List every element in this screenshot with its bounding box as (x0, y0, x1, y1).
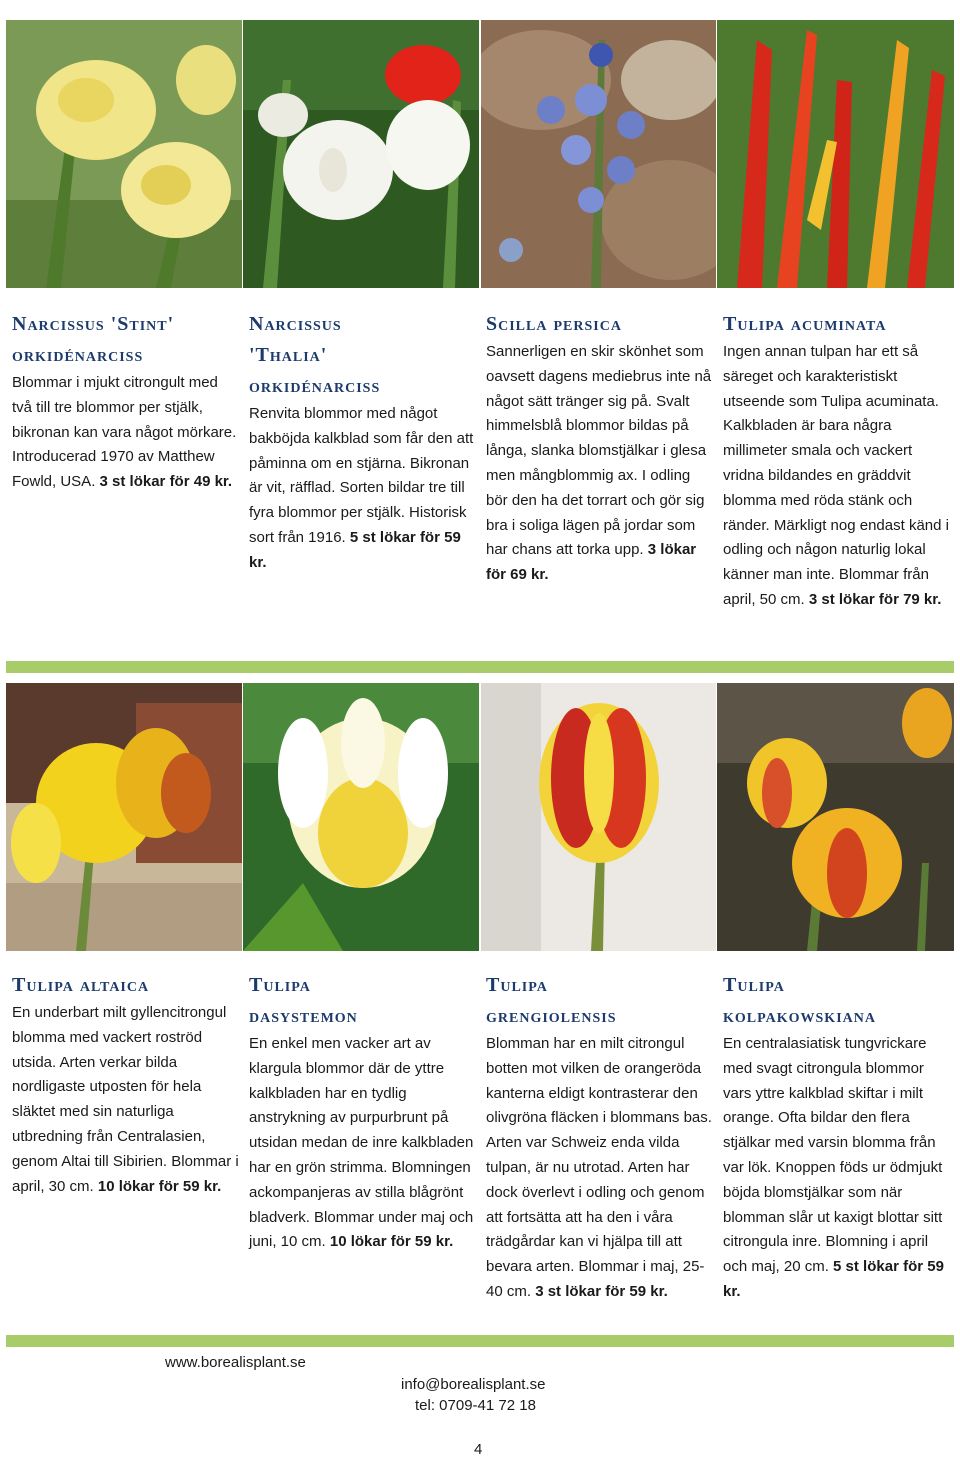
product-card (486, 970, 714, 1305)
product-title (723, 309, 951, 340)
product-description (12, 371, 240, 495)
price-text: 3 st lökar för 49 kr. (99, 473, 233, 491)
photo-tulipa-grengiolensis (481, 683, 716, 951)
price-text: 10 lökar för 59 kr. (329, 1233, 454, 1251)
photo-scilla-persica (481, 20, 716, 288)
product-description (249, 1032, 477, 1255)
product-title (486, 309, 714, 340)
description-text: Blomman har en milt citrongul botten mot vilken de orangeröda kanterna eldigt kontrasterar den olivgröna fläcken i blommans bas. Arten var Schweiz enda vilda tulpan, är nu utrotad. Arten har dock överlevt i odling och genom att fortsätta att ha den i våra trädgårdar kan vi hjälpa till att bevara arten. Blommar i maj, 25-40 cm. (486, 1035, 712, 1300)
description-text: Blommar i mjukt citrongult med två till tre blommor per stjälk, bikronan kan vara något mörkare. Introducerad 1970 av Matthew Fowld, USA. (12, 374, 237, 491)
description-text: Ingen annan tulpan har ett så säreget och karakteristiskt utseende som Tulipa acuminata. Kalkbladen är bara några millimeter smala och vackert vridna bildandes en gräddvit blomma med röda stänk och ränder. Märkligt nog endast känd i odling och någon naturlig lokal känner man inte. Blommar från april, 50 cm. (723, 343, 949, 608)
price-text: 3 st lökar för 79 kr. (808, 590, 942, 608)
product-description (486, 1032, 714, 1305)
photo-narcissus-stint (6, 20, 242, 288)
product-title-line: Scilla persica (486, 313, 622, 335)
product-title-line: Narcissus (249, 313, 342, 335)
description-text: En enkel men vacker art av klargula blommor där de yttre kalkbladen har en tydlig anstrykning av purpurbrunt på utsidan medan de inre kalkbladen har en grön strimma. Blomningen ackompanjeras av stilla blågrönt bladverk. Blommar under maj och juni, 10 cm. (249, 1035, 474, 1251)
product-title-line: Tulipa (486, 974, 548, 996)
product-title-line: orkidénarciss (12, 344, 144, 366)
product-card (249, 970, 477, 1255)
photo-tulipa-acuminata (717, 20, 954, 288)
product-description (723, 1032, 951, 1305)
description-text: En centralasiatisk tungvrickare med svagt citrongula blommor vars yttre kalkblad skiftar i milt orange. Ofta bildar den flera stjälkar med varsin blomma från var lök. Knoppen föds ur ödmjukt böjda blomstjälkar som när blomman slår ut kaxigt blottar sitt citrongula inre. Blomning i april och maj, 20 cm. (723, 1035, 943, 1276)
price-text: 5 st lökar för 59 kr. (723, 1258, 944, 1300)
product-title-line: Narcissus 'Stint' (12, 313, 175, 335)
product-title-line: orkidénarciss (249, 375, 381, 397)
price-text: 3 lökar för 69 kr. (486, 541, 697, 584)
photo-tulipa-kolpakowskiana (717, 683, 954, 951)
product-title-line: Tulipa (723, 974, 785, 996)
product-title-line: Tulipa altaica (12, 974, 150, 996)
product-title-line: 'Thalia' (249, 344, 328, 366)
description-text: En underbart milt gyllencitrongul blomma med vackert roströd utsida. Arten verkar bilda nordligaste utposten för hela släktet med sin naturliga utbredning från Centralasien, genom Altai till Sibirien. Blommar i april, 30 cm. (12, 1004, 239, 1195)
product-title-line: kolpakowskiana (723, 1005, 876, 1027)
divider-bar (6, 661, 954, 673)
product-card (12, 970, 240, 1199)
price-text: 10 lökar för 59 kr. (97, 1177, 222, 1195)
product-title (486, 970, 714, 1032)
photo-tulipa-altaica (6, 683, 242, 951)
product-card (723, 970, 951, 1305)
product-card (486, 309, 714, 588)
product-card (249, 309, 477, 576)
product-title (249, 309, 477, 402)
description-text: Renvita blommor med något bakböjda kalkblad som får den att påminna om en stjärna. Bikronan är vit, räfflad. Sorten bildar tre till fyra blommor per stjälk. Historisk sort från 1916. (249, 405, 474, 546)
photo-narcissus-thalia (243, 20, 479, 288)
product-description (249, 402, 477, 576)
product-title (723, 970, 951, 1032)
divider-bar (6, 1335, 954, 1347)
email-link[interactable]: info@borealisplant.se (401, 1376, 546, 1393)
product-description (12, 1001, 240, 1199)
product-title-line: Tulipa acuminata (723, 313, 887, 335)
product-title-line: grengiolensis (486, 1005, 617, 1027)
photo-tulipa-dasystemon (243, 683, 479, 951)
product-title (12, 970, 240, 1001)
product-title-line: Tulipa (249, 974, 311, 996)
page-number: 4 (474, 1441, 483, 1458)
product-card (723, 309, 951, 613)
website-link[interactable]: www.borealisplant.se (165, 1354, 306, 1371)
price-text: 3 st lökar för 59 kr. (535, 1282, 668, 1300)
product-card (12, 309, 240, 495)
product-title (249, 970, 477, 1032)
product-description (723, 340, 951, 613)
description-text: Sannerligen en skir skönhet som oavsett dagens mediebrus inte nå något sätt tränger sig på. Svalt himmelsblå blommor bildas på långa, slanka blomstjälkar i glesa men mångblommig ax. I odling bör den ha det torrart och gör sig bra i soliga lägen på jordar som har chans att torka upp. (486, 343, 712, 559)
product-description (486, 340, 714, 588)
product-title (12, 309, 240, 371)
product-title-line: dasystemon (249, 1005, 358, 1027)
price-text: 5 st lökar för 59 kr. (249, 528, 461, 571)
phone-number: tel: 0709-41 72 18 (415, 1397, 536, 1414)
